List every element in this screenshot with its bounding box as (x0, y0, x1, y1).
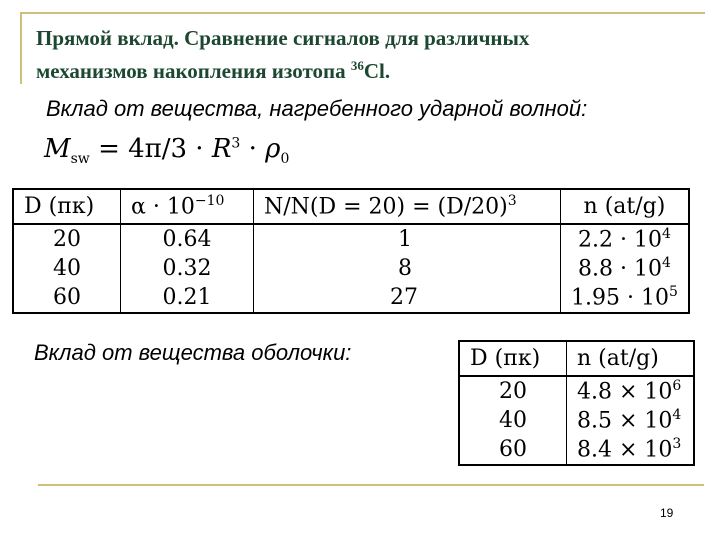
slide-title (36, 24, 696, 85)
shell-table (458, 340, 695, 466)
cell-alpha: 0.21 (121, 283, 254, 313)
header-n: n (at/g) (567, 341, 695, 376)
cell-d: 40 (13, 254, 121, 283)
header-d: D (пк) (459, 341, 567, 376)
formula-m-sub: sw (70, 151, 90, 168)
shock-wave-subtitle: Вклад от вещества, нагребенного ударной волной: (46, 96, 588, 121)
shock-wave-table (12, 188, 690, 314)
header-alpha (121, 189, 254, 224)
header-alpha-text: α · 10 (131, 194, 195, 220)
formula-r-exp: 3 (231, 135, 241, 152)
header-alpha-exp: −10 (194, 193, 225, 210)
header-ratio (254, 189, 561, 224)
cell-n-exp: 4 (672, 407, 682, 424)
cell-d: 60 (13, 283, 121, 313)
header-ratio-text: N/N(D = 20) = (D/20) (264, 194, 508, 220)
title-line-2-text: механизмов накопления изотопа (36, 59, 351, 83)
cell-alpha: 0.64 (121, 224, 254, 254)
cell-n-mantissa: 4.8 × 10 (577, 379, 673, 405)
table-row (459, 376, 694, 406)
cell-d: 20 (13, 224, 121, 254)
cell-n (567, 435, 695, 465)
table-row (13, 254, 689, 283)
cell-n-exp: 6 (672, 378, 682, 395)
table-row (13, 283, 689, 313)
mass-formula (44, 134, 289, 167)
cell-ratio: 27 (254, 283, 561, 313)
formula-rho-sub: 0 (280, 151, 290, 168)
formula-r: R (211, 134, 232, 164)
left-accent-line (20, 12, 22, 84)
formula-m: M (44, 134, 71, 164)
cell-n (567, 406, 695, 435)
cell-d: 60 (459, 435, 567, 465)
header-d: D (пк) (13, 189, 121, 224)
cell-n-mantissa: 8.4 × 10 (577, 437, 673, 463)
header-ratio-exp: 3 (507, 193, 517, 210)
table-header-row (13, 189, 689, 224)
isotope-symbol: Cl. (363, 59, 391, 83)
cell-n (561, 283, 689, 313)
cell-n-mantissa: 1.95 · 10 (571, 285, 669, 311)
formula-rho: ρ (265, 134, 281, 164)
page-number: 19 (660, 506, 674, 520)
cell-n (567, 376, 695, 406)
cell-alpha: 0.32 (121, 254, 254, 283)
cell-n (561, 254, 689, 283)
formula-dot: · (240, 134, 266, 164)
title-line-2 (36, 52, 696, 85)
cell-n-mantissa: 8.5 × 10 (577, 408, 673, 434)
cell-n-mantissa: 8.8 · 10 (578, 256, 662, 282)
table-row (13, 224, 689, 254)
table-header-row (459, 341, 694, 376)
table-row (459, 406, 694, 435)
formula-eq: = 4π/3 · (98, 134, 212, 164)
cell-n-exp: 3 (672, 436, 682, 453)
title-line-1: Прямой вклад. Сравнение сигналов для различных (36, 26, 530, 50)
header-n: n (at/g) (561, 189, 689, 224)
cell-d: 40 (459, 406, 567, 435)
cell-n-exp: 4 (661, 226, 671, 243)
cell-n (561, 224, 689, 254)
bottom-accent-line (38, 484, 704, 486)
cell-n-exp: 5 (668, 284, 678, 301)
cell-d: 20 (459, 376, 567, 406)
top-accent-line (20, 12, 705, 14)
cell-ratio: 1 (254, 224, 561, 254)
shell-subtitle: Вклад от вещества оболочки: (34, 340, 352, 365)
isotope-mass: 36 (350, 58, 364, 73)
cell-ratio: 8 (254, 254, 561, 283)
cell-n-exp: 4 (661, 255, 671, 272)
cell-n-mantissa: 2.2 · 10 (578, 227, 662, 253)
table-row (459, 435, 694, 465)
